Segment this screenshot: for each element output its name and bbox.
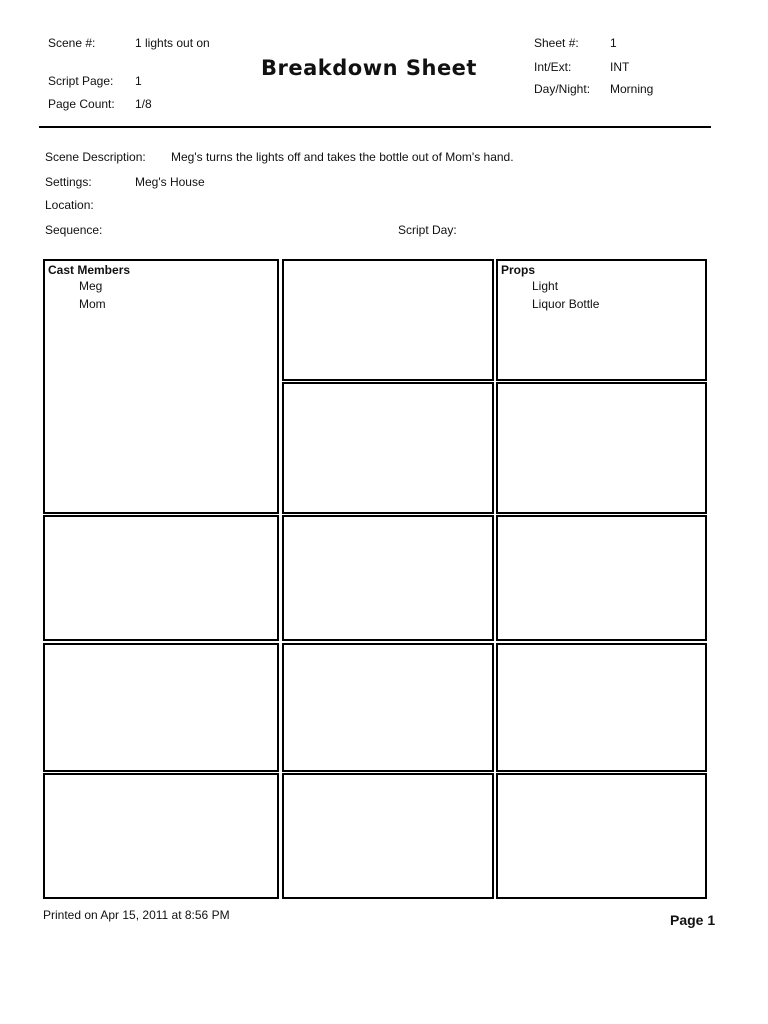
cast-members-title: Cast Members	[48, 263, 131, 277]
page-title: Breakdown Sheet	[261, 56, 477, 80]
page-count-label: Page Count:	[48, 97, 115, 111]
prop-item: Light	[532, 279, 559, 293]
breakdown-box-empty	[496, 515, 707, 641]
props-title: Props	[501, 263, 536, 277]
prop-item: Liquor Bottle	[532, 297, 600, 311]
breakdown-box-empty	[282, 773, 494, 899]
script-page-label: Script Page:	[48, 74, 114, 88]
int-ext-value: INT	[610, 60, 630, 74]
settings-value: Meg's House	[135, 175, 205, 189]
sequence-label: Sequence:	[45, 223, 103, 237]
scene-description-label: Scene Description:	[45, 150, 146, 164]
sheet-number-label: Sheet #:	[534, 36, 579, 50]
breakdown-box-empty	[282, 382, 494, 514]
breakdown-box-empty	[43, 643, 279, 772]
breakdown-box-empty	[496, 773, 707, 899]
cast-member-item: Meg	[79, 279, 103, 293]
cast-member-item: Mom	[79, 297, 106, 311]
breakdown-box-empty	[496, 382, 707, 514]
page-number: Page 1	[670, 912, 716, 928]
page-count-value: 1/8	[135, 97, 152, 111]
breakdown-box-empty	[282, 643, 494, 772]
location-label: Location:	[45, 198, 94, 212]
day-night-label: Day/Night:	[534, 82, 591, 96]
scene-number-label: Scene #:	[48, 36, 96, 50]
breakdown-box-empty	[496, 643, 707, 772]
sheet-number-value: 1	[610, 36, 617, 50]
header-divider	[39, 126, 711, 128]
breakdown-box-empty	[43, 515, 279, 641]
script-day-label: Script Day:	[398, 223, 457, 237]
printed-timestamp: Printed on Apr 15, 2011 at 8:56 PM	[43, 908, 230, 922]
int-ext-label: Int/Ext:	[534, 60, 572, 74]
day-night-value: Morning	[610, 82, 654, 96]
breakdown-box-empty	[282, 259, 494, 381]
breakdown-box-empty	[282, 515, 494, 641]
cast-members-box	[43, 259, 279, 514]
breakdown-box-empty	[43, 773, 279, 899]
settings-label: Settings:	[45, 175, 92, 189]
scene-number-value: 1 lights out on	[135, 36, 210, 50]
scene-description-value: Meg's turns the lights off and takes the bottle out of Mom's hand.	[171, 150, 514, 164]
props-box	[496, 259, 707, 381]
script-page-value: 1	[135, 74, 142, 88]
